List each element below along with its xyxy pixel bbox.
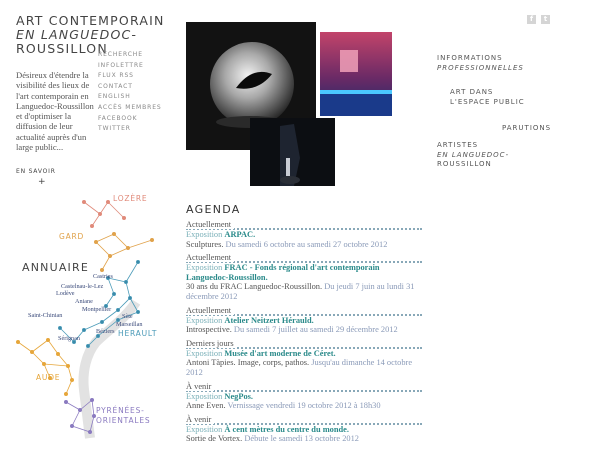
agenda-venue-link[interactable]: ARPAC. (224, 230, 256, 239)
nav-facebook[interactable]: FACEBOOK (98, 114, 138, 122)
agenda-date: Débute le samedi 13 octobre 2012 (244, 434, 359, 444)
featured-photo-performer[interactable] (250, 118, 335, 186)
agenda-type: Exposition (186, 315, 223, 325)
nav-informations-line-1: INFORMATIONS (437, 54, 503, 62)
agenda-item-header (186, 306, 422, 316)
agenda-description: Sortie de Vortex. (186, 434, 243, 444)
agenda-status: Derniers jours (186, 339, 237, 348)
agenda-type: Exposition (186, 391, 223, 401)
agenda-type: Exposition (186, 263, 223, 273)
region-aude[interactable]: AUDE (36, 373, 61, 382)
region-lozere[interactable]: LOZÈRE (113, 194, 148, 203)
agenda-item-header (186, 253, 422, 263)
region-herault[interactable]: HERAULT (118, 329, 158, 338)
agenda-type: Exposition (186, 348, 223, 358)
nav-english[interactable]: ENGLISH (98, 93, 131, 101)
agenda-description: Sculptures. (186, 239, 224, 249)
nav-informations-professionnelles[interactable] (437, 54, 524, 73)
agenda-date: Jusqu'au dimanche 14 octobre 2012 (186, 358, 413, 377)
nav-parutions[interactable]: PARUTIONS (502, 124, 552, 132)
nav-artistes-line-3: ROUSSILLON (437, 160, 492, 168)
title-line-3: ROUSSILLON (16, 41, 108, 56)
agenda-item[interactable] (186, 306, 422, 335)
read-more-label: EN SAVOIR (16, 168, 56, 175)
intro-text: Désireux d'étendre la visibilité des lieux de l'art contemporain en Languedoc-Roussillon et d'optimiser la diffusion de leur actualité auprès d'un large public... (16, 70, 94, 153)
title-line-1: ART CONTEMPORAIN (16, 13, 165, 28)
nav-art-espace-public[interactable] (450, 88, 525, 107)
nav-twitter[interactable]: TWITTER (98, 125, 131, 133)
agenda-item-header (186, 339, 422, 349)
read-more-link[interactable] (16, 168, 56, 187)
city-castries[interactable]: Castries (93, 273, 113, 280)
nav-informations-line-2: PROFESSIONNELLES (437, 63, 524, 72)
nav-acces-membres[interactable]: ACCÈS MEMBRES (98, 103, 162, 111)
plus-icon: + (38, 177, 47, 187)
region-map[interactable] (14, 190, 174, 440)
agenda-venue-link[interactable]: FRAC - Fonds régional d'art contemporain Languedoc-Roussillon. (186, 263, 380, 282)
agenda-item-header (186, 415, 422, 425)
agenda-description: Anne Even. (186, 401, 226, 411)
agenda-list (186, 220, 422, 448)
city-castelnau-le-lez[interactable]: Castelnau-le-Lez (61, 283, 104, 290)
agenda-item[interactable] (186, 415, 422, 444)
city-beziers[interactable]: Béziers (96, 328, 115, 335)
agenda-status: À venir (186, 382, 214, 391)
city-montpellier[interactable]: Montpellier (82, 306, 112, 313)
agenda-date: Du samedi 6 octobre au samedi 27 octobre 2012 (225, 239, 388, 249)
nav-art-line-2: L'ESPACE PUBLIC (450, 97, 525, 106)
agenda-date: Du jeudi 7 juin au lundi 31 décembre 2012 (186, 282, 415, 301)
city-saint-chinian[interactable]: Saint-Chinian (28, 312, 63, 319)
agenda-status: Actuellement (186, 306, 234, 315)
agenda-item[interactable] (186, 339, 422, 378)
facebook-icon[interactable]: f (527, 15, 536, 24)
agenda-description: Antoni Tàpies. Image, corps, pathos. (186, 358, 310, 368)
nav-infolettre[interactable]: INFOLETTRE (98, 61, 144, 69)
region-po-line-1: PYRÉNÉES- (96, 406, 145, 415)
nav-art-line-1: ART DANS (450, 88, 494, 96)
agenda-status: Actuellement (186, 253, 234, 262)
nav-artistes-line-1: ARTISTES (437, 141, 479, 149)
title-line-2: EN LANGUEDOC- (16, 27, 138, 42)
utility-nav (98, 50, 162, 135)
agenda-item-header (186, 382, 422, 392)
agenda-venue-link[interactable]: Musée d'art moderne de Céret. (224, 348, 336, 358)
featured-photo-neon[interactable] (320, 32, 392, 116)
agenda-heading[interactable]: AGENDA (186, 203, 241, 216)
region-po-line-2: ORIENTALES (96, 416, 151, 425)
city-lodeve[interactable]: Lodève (56, 290, 75, 297)
agenda-description: Introspective. (186, 325, 232, 335)
city-serignan[interactable]: Sérignan (58, 335, 80, 342)
agenda-date: Vernissage vendredi 19 octobre 2012 à 18h30 (227, 401, 381, 411)
agenda-item[interactable] (186, 253, 422, 301)
agenda-description: 30 ans du FRAC Languedoc-Roussillon. (186, 282, 323, 292)
agenda-item[interactable] (186, 220, 422, 249)
agenda-item[interactable] (186, 382, 422, 411)
agenda-type: Exposition (186, 424, 223, 434)
region-pyrenees-orientales[interactable] (96, 406, 150, 426)
twitter-icon[interactable]: t (541, 15, 550, 24)
nav-contact[interactable]: CONTACT (98, 82, 133, 90)
agenda-venue-link[interactable]: Atelier Neitzert Hérauld. (224, 315, 314, 325)
annuaire-heading[interactable]: ANNUAIRE (22, 261, 89, 274)
nav-recherche[interactable]: RECHERCHE (98, 51, 143, 58)
nav-artistes[interactable] (437, 141, 509, 170)
nav-flux-rss[interactable]: FLUX RSS (98, 72, 134, 80)
nav-artistes-line-2: EN LANGUEDOC- (437, 150, 510, 159)
region-gard[interactable]: GARD (59, 232, 85, 241)
agenda-status: Actuellement (186, 220, 234, 229)
agenda-status: À venir (186, 415, 214, 424)
city-aniane[interactable]: Aniane (75, 298, 93, 305)
city-marseillan[interactable]: Marseillan (116, 321, 143, 328)
agenda-date: Du samedi 7 juillet au samedi 29 décembre 2012 (233, 325, 398, 335)
agenda-item-header (186, 220, 422, 230)
agenda-type: Exposition (186, 230, 223, 239)
agenda-venue-link[interactable]: NegPos. (224, 391, 253, 401)
agenda-venue-link[interactable]: À cent mètres du centre du monde. (224, 424, 349, 434)
city-sete[interactable]: Sète (122, 313, 133, 320)
